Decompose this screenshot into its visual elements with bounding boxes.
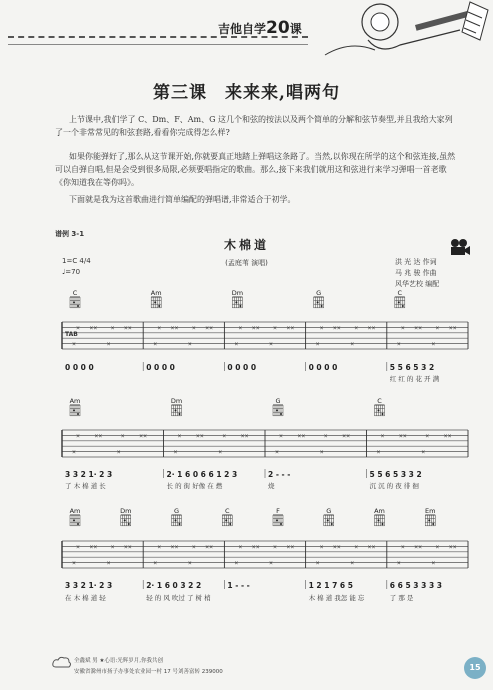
chord-dot bbox=[378, 519, 380, 521]
chord-dot bbox=[428, 519, 430, 521]
jianpu-notes: 1 - - - bbox=[227, 581, 250, 590]
chord-dot bbox=[128, 523, 130, 525]
tab-strum-mark: × bbox=[177, 433, 182, 440]
chord-dot bbox=[280, 413, 282, 415]
tab-strum-mark: × bbox=[380, 433, 385, 440]
tab-strum-mark: × bbox=[222, 433, 227, 440]
chord-name: C bbox=[224, 507, 230, 515]
chord-dot bbox=[154, 301, 156, 303]
tab-strum-mark: × bbox=[346, 433, 351, 440]
tab-strum-mark: × bbox=[371, 325, 376, 332]
chord-dot bbox=[280, 523, 282, 525]
footer-author: 全鑫斌 男 ★心语:光辉岁月,你我共创 bbox=[74, 658, 164, 664]
tab-strum-mark: × bbox=[127, 325, 133, 332]
tab-strum-mark: × bbox=[319, 449, 324, 456]
tab-strum-mark: × bbox=[332, 325, 338, 332]
tab-strum-mark: × bbox=[413, 544, 419, 551]
tab-strum-mark: × bbox=[75, 433, 81, 440]
tab-strum-mark: × bbox=[89, 325, 94, 332]
chord-name: Em bbox=[425, 507, 436, 515]
jianpu-notes: 0 0 0 0 bbox=[227, 363, 257, 372]
tab-strum-mark: × bbox=[336, 544, 342, 551]
tab-strum-mark: × bbox=[268, 341, 274, 348]
tab-strum-mark: × bbox=[268, 560, 274, 567]
chord-name: Am bbox=[69, 397, 81, 405]
chord-dot bbox=[175, 519, 177, 521]
tab-strum-mark: × bbox=[452, 325, 457, 332]
lyric-text: 了 那 是 bbox=[389, 594, 414, 602]
chord-dot bbox=[124, 519, 126, 521]
tab-strum-mark: × bbox=[110, 544, 115, 551]
credit-composer: 马 兆 骏 作曲 bbox=[395, 269, 437, 277]
tab-strum-mark: × bbox=[110, 325, 115, 332]
tab-strum-mark: × bbox=[448, 544, 453, 551]
lesson-name: 来来来,唱两句 bbox=[225, 83, 340, 103]
tab-strum-mark: × bbox=[290, 544, 295, 551]
tab-strum-mark: × bbox=[191, 325, 196, 332]
chord-name: F bbox=[276, 507, 280, 515]
tab-strum-mark: × bbox=[323, 433, 328, 440]
tab-strum-mark: × bbox=[350, 560, 355, 567]
tab-strum-mark: × bbox=[417, 544, 423, 551]
tab-strum-mark: × bbox=[319, 325, 324, 332]
chord-dot bbox=[331, 523, 333, 525]
tab-strum-mark: × bbox=[123, 544, 129, 551]
tab-strum-mark: × bbox=[170, 544, 175, 551]
lyric-text: 红 红 的 花 开 满 bbox=[389, 375, 440, 383]
tab-strum-mark: × bbox=[174, 544, 179, 551]
chord-dot bbox=[179, 413, 181, 415]
tab-strum-mark: × bbox=[342, 433, 347, 440]
tab-strum-mark: × bbox=[367, 325, 372, 332]
tab-strum-mark: × bbox=[371, 544, 376, 551]
jianpu-notes: 6 6 5 3 3 3 3 bbox=[389, 581, 443, 590]
chord-dot bbox=[378, 409, 380, 411]
tab-strum-mark: × bbox=[417, 325, 423, 332]
tab-strum-mark: × bbox=[272, 325, 278, 332]
song-singer: (孟庭苇 演唱) bbox=[225, 259, 268, 267]
tab-strum-mark: × bbox=[191, 544, 196, 551]
tab-strum-mark: × bbox=[286, 325, 291, 332]
tab-strum-mark: × bbox=[157, 325, 162, 332]
tab-strum-mark: × bbox=[402, 433, 407, 440]
tab-strum-mark: × bbox=[234, 341, 239, 348]
chord-dot bbox=[317, 301, 319, 303]
intro-paragraph-2: 如果你能弹好了,那么从这节课开始,你就要真正地踏上弹唱这条路了。当然,以你现在所学的这个和弦连接,虽然可以自弹自唱,但是会受到很多局限,必须要唱指定的歌曲。那么,接下来我们就用这和弦进行来学习弹唱一首老歌《你知道我在等你吗》。 bbox=[55, 152, 456, 187]
tab-strum-mark: × bbox=[332, 544, 338, 551]
tab-strum-mark: × bbox=[244, 433, 249, 440]
chord-dot bbox=[382, 523, 384, 525]
chord-dot bbox=[235, 301, 237, 303]
chord-dot bbox=[179, 523, 181, 525]
lyric-text: 长 的 街 好像 在 燃 bbox=[166, 482, 223, 490]
tab-strum-mark: × bbox=[139, 433, 144, 440]
chord-dot bbox=[77, 523, 79, 525]
tab-strum-mark: × bbox=[208, 544, 214, 551]
chord-dot bbox=[239, 305, 241, 307]
tab-strum-mark: × bbox=[278, 433, 284, 440]
chord-dot bbox=[158, 305, 160, 307]
chord-dot bbox=[327, 519, 329, 521]
chord-name: G bbox=[326, 507, 332, 515]
tab-strum-mark: × bbox=[255, 325, 260, 332]
tab-strum-mark: × bbox=[367, 544, 372, 551]
tab-strum-mark: × bbox=[94, 433, 99, 440]
tab-strum-mark: × bbox=[208, 325, 214, 332]
chord-dot bbox=[276, 409, 278, 411]
chord-dot bbox=[77, 305, 79, 307]
tab-strum-mark: × bbox=[71, 341, 77, 348]
tab-strum-mark: × bbox=[274, 449, 280, 456]
chord-dot bbox=[73, 409, 75, 411]
chord-dot bbox=[175, 409, 177, 411]
tab-strum-mark: × bbox=[157, 544, 162, 551]
tab-strum-mark: × bbox=[75, 325, 81, 332]
tab-strum-mark: × bbox=[89, 544, 94, 551]
tab-strum-mark: × bbox=[187, 560, 192, 567]
intro-paragraph-3: 下面就是我为这首歌曲进行简单编配的弹唱谱,非常适合于初学。 bbox=[69, 195, 296, 204]
chord-dot bbox=[398, 301, 400, 303]
lyric-text: 木 棉 道 我怎 能 忘 bbox=[308, 594, 365, 602]
jianpu-notes: 3 3 2 1· 2 3 bbox=[65, 581, 113, 590]
tab-strum-mark: × bbox=[240, 433, 245, 440]
song-key: 1=C 4/4 bbox=[62, 257, 91, 265]
tab-strum-mark: × bbox=[187, 341, 192, 348]
jianpu-notes: 5 5 6 5 3 3 2 bbox=[369, 470, 422, 479]
chord-name: C bbox=[397, 289, 403, 297]
book-title-number: 20 bbox=[266, 18, 290, 38]
book-title-suffix: 课 bbox=[289, 22, 302, 36]
jianpu-notes: 2· 1 6 0 6 6 1 2 3 bbox=[166, 470, 238, 479]
tab-strum-mark: × bbox=[413, 325, 419, 332]
chord-name: Dm bbox=[170, 397, 183, 405]
book-title-prefix: 吉他自学 bbox=[218, 22, 267, 36]
footer-cloud-icon bbox=[52, 655, 72, 669]
chord-name: G bbox=[275, 397, 281, 405]
chord-dot bbox=[382, 413, 384, 415]
tab-strum-mark: × bbox=[255, 544, 260, 551]
tab-strum-mark: × bbox=[315, 341, 320, 348]
credit-arranger: 风华艺校 编配 bbox=[395, 280, 440, 288]
tab-strum-mark: × bbox=[319, 544, 324, 551]
tab-strum-mark: × bbox=[173, 449, 178, 456]
chord-name: Dm bbox=[231, 289, 244, 297]
tab-strum-mark: × bbox=[238, 544, 243, 551]
lesson-number: 第三课 bbox=[153, 83, 208, 103]
example-label: 谱例 3-1 bbox=[55, 230, 85, 238]
tab-strum-mark: × bbox=[93, 544, 98, 551]
tab-strum-mark: × bbox=[93, 325, 98, 332]
tab-strum-mark: × bbox=[431, 560, 436, 567]
chord-name: Am bbox=[69, 507, 81, 515]
jianpu-notes: 5 5 6 5 3 2 bbox=[389, 363, 435, 372]
tab-strum-mark: × bbox=[297, 433, 302, 440]
tab-strum-mark: × bbox=[354, 544, 359, 551]
page-number: 15 bbox=[464, 657, 486, 679]
tab-strum-mark: × bbox=[398, 433, 403, 440]
tab-strum-mark: × bbox=[448, 325, 453, 332]
tab-strum-mark: × bbox=[350, 341, 355, 348]
tab-strum-mark: × bbox=[98, 433, 103, 440]
chord-dot bbox=[321, 305, 323, 307]
tab-strum-mark: × bbox=[204, 325, 210, 332]
chord-dot bbox=[229, 523, 231, 525]
tab-strum-mark: × bbox=[238, 325, 243, 332]
tab-strum-mark: × bbox=[199, 433, 204, 440]
tab-strum-mark: × bbox=[106, 560, 111, 567]
tab-strum-mark: × bbox=[75, 544, 81, 551]
tab-strum-mark: × bbox=[435, 325, 440, 332]
chord-name: G bbox=[316, 289, 322, 297]
chord-dot bbox=[276, 519, 278, 521]
jianpu-notes: 3 3 2 1· 2 3 bbox=[65, 470, 113, 479]
lyric-text: 烧 bbox=[268, 482, 275, 490]
lyric-text: 沉 沉 的 夜 徘 徊 bbox=[369, 482, 419, 490]
tab-strum-mark: × bbox=[116, 449, 121, 456]
tab-strum-mark: × bbox=[431, 341, 436, 348]
song-title: 木棉道 bbox=[223, 238, 269, 252]
lyric-text: 了 木 棉 道 长 bbox=[65, 482, 106, 490]
tab-strum-mark: × bbox=[195, 433, 200, 440]
chord-name: C bbox=[377, 397, 382, 405]
tab-strum-mark: × bbox=[153, 560, 158, 567]
lyric-text: 在 木 棉 道 轻 bbox=[65, 594, 106, 602]
chord-name: C bbox=[72, 289, 78, 297]
tab-strum-mark: × bbox=[396, 560, 401, 567]
tab-strum-mark: × bbox=[218, 449, 223, 456]
tab-clef: TAB bbox=[65, 331, 78, 338]
tab-strum-mark: × bbox=[452, 544, 457, 551]
tab-strum-mark: × bbox=[127, 544, 133, 551]
tab-strum-mark: × bbox=[272, 544, 278, 551]
chord-dot bbox=[402, 305, 404, 307]
tab-strum-mark: × bbox=[336, 325, 342, 332]
tab-strum-mark: × bbox=[376, 449, 381, 456]
tab-strum-mark: × bbox=[315, 560, 320, 567]
tab-strum-mark: × bbox=[435, 544, 440, 551]
chord-dot bbox=[73, 301, 75, 303]
jianpu-notes: 0 0 0 0 bbox=[308, 363, 338, 372]
tab-strum-mark: × bbox=[174, 325, 179, 332]
chord-name: G bbox=[173, 507, 180, 515]
tab-strum-mark: × bbox=[251, 325, 256, 332]
tab-strum-mark: × bbox=[170, 325, 175, 332]
tab-strum-mark: × bbox=[290, 325, 295, 332]
jianpu-notes: 2· 1 6 0 3 2 2 bbox=[146, 581, 202, 590]
tab-strum-mark: × bbox=[400, 544, 405, 551]
tab-strum-mark: × bbox=[234, 560, 239, 567]
chord-name: Am bbox=[374, 507, 385, 515]
credit-lyricist: 洪 光 达 作词 bbox=[395, 258, 437, 266]
tab-strum-mark: × bbox=[396, 341, 401, 348]
tab-strum-mark: × bbox=[425, 433, 430, 440]
tab-strum-mark: × bbox=[123, 325, 129, 332]
jianpu-notes: 0 0 0 0 bbox=[146, 363, 175, 372]
intro-paragraph-1: 上节课中,我们学了 C、Dm、F、Am、G 这几个和弦的按法以及两个简单的分解和弦节奏型,并且我给大家列了一个非常常见的和弦套路,看看你完成得怎么样? bbox=[55, 115, 453, 137]
tab-strum-mark: × bbox=[286, 544, 291, 551]
jianpu-notes: 2 - - - bbox=[268, 470, 291, 479]
chord-dot bbox=[225, 519, 227, 521]
chord-dot bbox=[73, 519, 75, 521]
jianpu-notes: 1 2 1 7 6 5 bbox=[308, 581, 353, 590]
tab-strum-mark: × bbox=[251, 544, 256, 551]
footer-address: 安徽省滁州市扬子办事处农业园一村 17 号刘善富转 239000 bbox=[74, 669, 223, 675]
chord-dot bbox=[432, 523, 434, 525]
tab-strum-mark: × bbox=[71, 449, 77, 456]
tab-strum-mark: × bbox=[143, 433, 148, 440]
chord-name: Dm bbox=[120, 507, 132, 515]
tab-strum-mark: × bbox=[301, 433, 306, 440]
tab-strum-mark: × bbox=[71, 560, 77, 567]
tab-strum-mark: × bbox=[204, 544, 210, 551]
tab-strum-mark: × bbox=[447, 433, 452, 440]
song-tempo: ♩=70 bbox=[62, 268, 81, 276]
chord-name: Am bbox=[150, 289, 162, 297]
tab-strum-mark: × bbox=[421, 449, 426, 456]
tab-strum-mark: × bbox=[153, 341, 158, 348]
chord-dot bbox=[77, 413, 79, 415]
lyric-text: 轻 的 风 吹过 了 树 梢 bbox=[146, 594, 211, 602]
jianpu-notes: 0 0 0 0 bbox=[65, 363, 94, 372]
tab-strum-mark: × bbox=[354, 325, 359, 332]
tab-strum-mark: × bbox=[400, 325, 405, 332]
tab-strum-mark: × bbox=[443, 433, 448, 440]
tab-strum-mark: × bbox=[106, 341, 111, 348]
tab-strum-mark: × bbox=[120, 433, 125, 440]
